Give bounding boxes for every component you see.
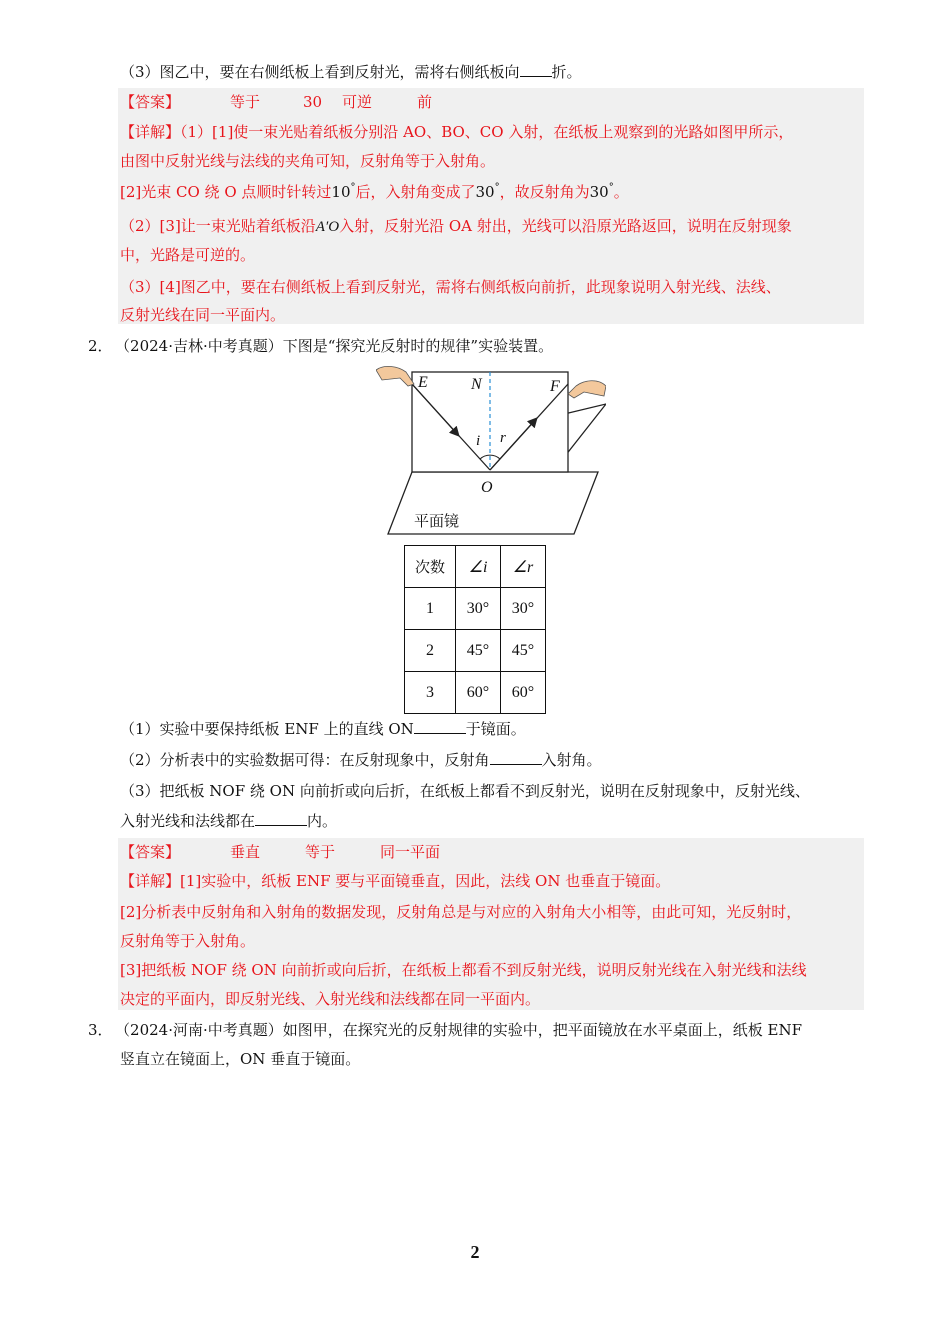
mirror-label: 平面镜 [414, 512, 460, 530]
answer-blank [520, 62, 552, 77]
q2-part3: （3）把纸板 NOF 绕 ON 向前折或向后折，在纸板上都看不到反射光，说明在反射现象中，反射光线、 [120, 782, 810, 800]
question-stem: 3． （2024·河南·中考真题）如图甲，在探究光的反射规律的实验中，把平面镜放在水平桌面上，纸板 ENF [88, 1021, 803, 1039]
label-O: O [481, 479, 493, 496]
answer-blank [255, 811, 307, 826]
answer-box [118, 838, 864, 1010]
detail-line: [3]把纸板 NOF 绕 ON 向前折或向后折，在纸板上都看不到反射光线，说明反射光线在入射光线和法线 [120, 961, 807, 979]
detail-line: 【详解】（1）[1]使一束光贴着纸板分别沿 AO、BO、CO 入射，在纸板上观察到的光路如图甲所示， [120, 123, 794, 141]
detail-line: 由图中反射光线与法线的夹角可知，反射角等于入射角。 [120, 152, 496, 170]
answer-blank [414, 719, 466, 734]
q2-part3-cont: 入射光线和法线都在 内。 [120, 812, 338, 830]
data-table [404, 545, 546, 714]
table-header: ∠r [501, 546, 546, 588]
reflection-apparatus-figure [376, 362, 606, 540]
detail-line: [2]光束 CO 绕 O 点顺时针转过10°后，入射角变成了30°，故反射角为30°。 [120, 182, 629, 201]
table-cell: 3 [405, 672, 456, 714]
detail-line: 【详解】[1]实验中，纸板 ENF 要与平面镜垂直，因此，法线 ON 也垂直于镜面。 [120, 872, 671, 890]
q2-part2: （2）分析表中的实验数据可得：在反射现象中，反射角 入射角。 [120, 751, 602, 769]
answer-line: 【答案】 等于 30 可逆 前 [120, 93, 433, 111]
detail-line: [2]分析表中反射角和入射角的数据发现，反射角总是与对应的入射角大小相等，由此可知，光反射时， [120, 903, 802, 921]
table-row [405, 588, 546, 630]
hand-right-icon [568, 381, 606, 398]
detail-line: （2）[3]让一束光贴着纸板沿A′O入射，反射光沿 OA 射出，光线可以沿原光路返回，说明在反射现象 [120, 217, 792, 235]
detail-line: 中，光路是可逆的。 [120, 246, 256, 264]
label-N: N [471, 376, 482, 393]
page-number: 2 [470, 1242, 480, 1262]
detail-line: 决定的平面内，即反射光线、入射光线和法线都在同一平面内。 [120, 990, 541, 1008]
table-cell: 30° [501, 588, 546, 630]
question-stem: 2． （2024·吉林·中考真题）下图是“探究光反射时的规律”实验装置。 [88, 337, 554, 355]
answer-line: 【答案】 垂直 等于 同一平面 [120, 843, 441, 861]
q1-part3: （3）图乙中，要在右侧纸板上看到反射光，需将右侧纸板向 折。 [120, 63, 582, 81]
hand-left-icon [376, 366, 414, 386]
table-cell: 30° [456, 588, 501, 630]
table-cell: 1 [405, 588, 456, 630]
table-header-row [405, 546, 546, 588]
table-cell: 2 [405, 630, 456, 672]
detail-line: （3）[4]图乙中，要在右侧纸板上看到反射光，需将右侧纸板向前折，此现象说明入射光线、法线、 [120, 278, 781, 296]
answer-blank [490, 750, 542, 765]
label-i: i [476, 433, 481, 449]
label-F: F [550, 378, 560, 395]
question-stem-cont: 竖直立在镜面上，ON 垂直于镜面。 [120, 1050, 361, 1068]
detail-line: 反射角等于入射角。 [120, 932, 256, 950]
table-cell: 45° [501, 630, 546, 672]
table-cell: 60° [456, 672, 501, 714]
table-header: ∠i [456, 546, 501, 588]
detail-line: 反射光线在同一平面内。 [120, 306, 286, 324]
q2-part1: （1）实验中要保持纸板 ENF 上的直线 ON 于镜面。 [120, 720, 526, 738]
table-cell: 60° [501, 672, 546, 714]
table-cell: 45° [456, 630, 501, 672]
table-row [405, 630, 546, 672]
table-header: 次数 [405, 546, 456, 588]
label-E: E [418, 374, 428, 391]
table-row [405, 672, 546, 714]
label-r: r [500, 430, 506, 446]
